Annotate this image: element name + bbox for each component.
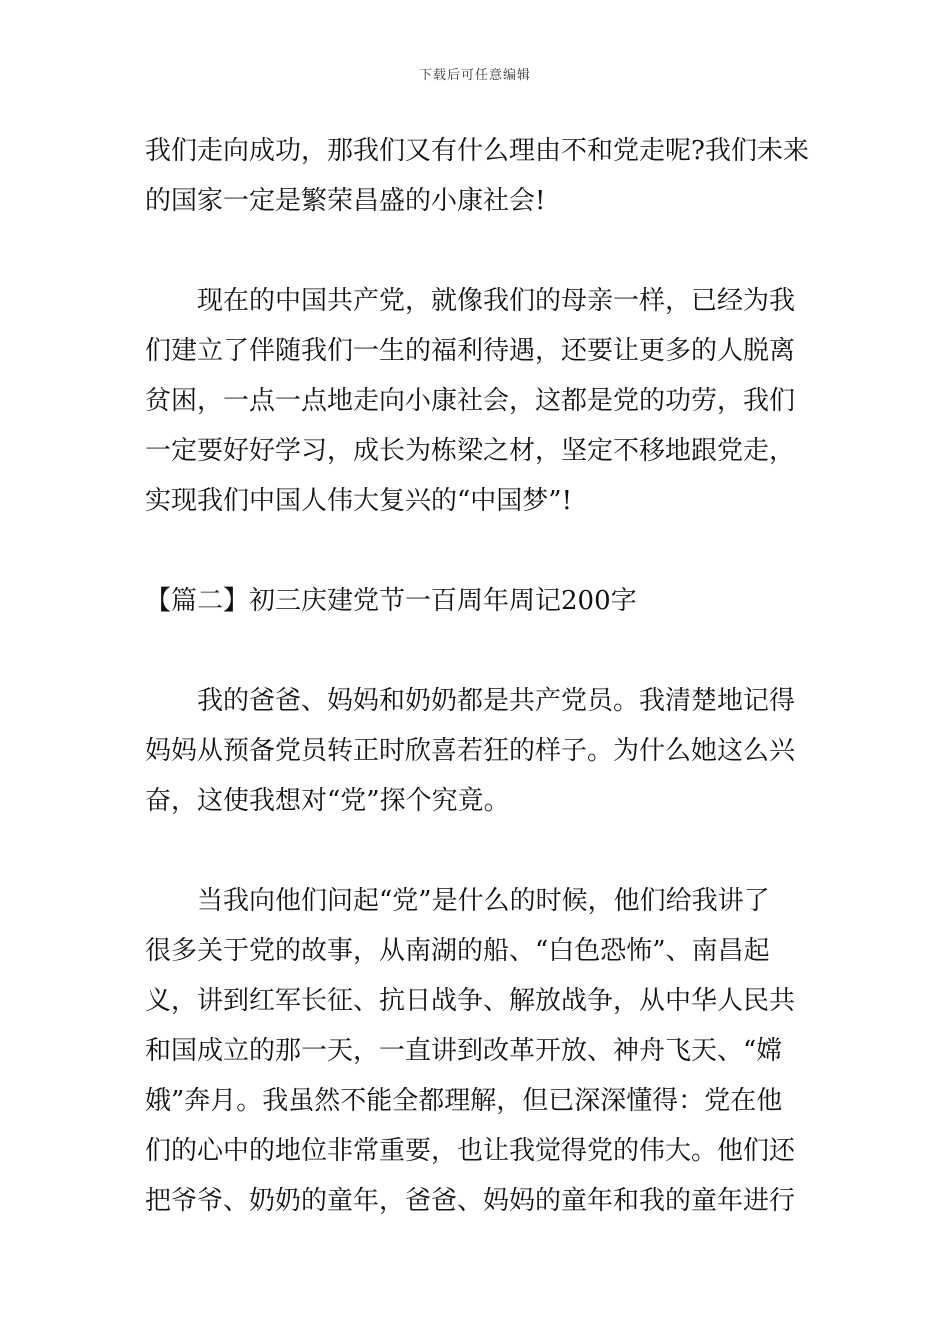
text-line: 很多关于党的故事，从南湖的船、“白色恐怖”、南昌起 (145, 936, 770, 966)
section-heading (145, 576, 810, 626)
text-line: 奋，这使我想对“党”探个究竟。 (145, 786, 510, 816)
text-line: 现在的中国共产党，就像我们的母亲一样，已经为我 (197, 286, 796, 316)
text-line: 们的心中的地位非常重要，也让我觉得党的伟大。他们还 (145, 1136, 796, 1166)
text-line: 妈妈从预备党员转正时欣喜若狂的样子。为什么她这么兴 (145, 736, 796, 766)
paragraph-gap (145, 526, 810, 576)
page-header: 下载后可任意编辑 (418, 68, 531, 83)
text-line: 娥”奔月。我虽然不能全都理解，但已深深懂得：党在他 (145, 1086, 783, 1116)
text-line: 一定要好好学习，成长为栋梁之材，坚定不移地跟党走， (145, 436, 796, 466)
text-line: 贫困，一点一点地走向小康社会，这都是党的功劳，我们 (145, 386, 796, 416)
text-line: 我的爸爸、妈妈和奶奶都是共产党员。我清楚地记得 (197, 686, 796, 716)
paragraph-gap (145, 626, 810, 676)
paragraph (145, 126, 810, 226)
heading-text: 【篇二】初三庆建党节一百周年周记200字 (145, 586, 637, 616)
paragraph (145, 876, 810, 1226)
text-line: 当我向他们问起“党”是什么的时候，他们给我讲了 (197, 886, 770, 916)
text-line: 把爷爷、奶奶的童年，爸爸、妈妈的童年和我的童年进行 (145, 1186, 796, 1216)
paragraph-gap (145, 826, 810, 876)
paragraph (145, 676, 810, 826)
text-line: 和国成立的那一天，一直讲到改革开放、神舟飞天、“嫦 (145, 1036, 783, 1066)
paragraph (145, 276, 810, 526)
text-line: 实现我们中国人伟大复兴的“中国梦”! (145, 486, 573, 516)
text-line: 的国家一定是繁荣昌盛的小康社会! (145, 186, 546, 216)
text-line: 我们走向成功，那我们又有什么理由不和党走呢?我们未来 (145, 136, 809, 166)
text-line: 们建立了伴随我们一生的福利待遇，还要让更多的人脱离 (145, 336, 796, 366)
paragraph-gap (145, 226, 810, 276)
text-line: 义，讲到红军长征、抗日战争、解放战争，从中华人民共 (145, 986, 796, 1016)
document-body (145, 126, 810, 1226)
